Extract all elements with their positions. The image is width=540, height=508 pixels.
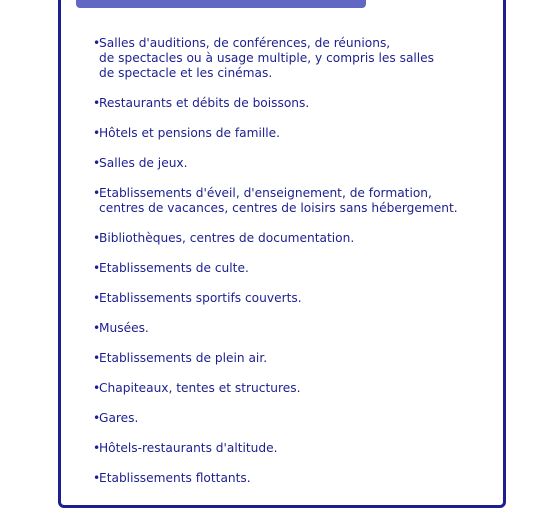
bullet-icon: • — [93, 96, 101, 110]
bullet-icon: • — [93, 231, 101, 245]
list-item — [93, 441, 503, 456]
list-item-text: Musées. — [99, 321, 149, 335]
bullet-icon: • — [93, 186, 101, 200]
bullet-icon: • — [93, 36, 101, 50]
establishment-type-list — [93, 36, 503, 501]
list-item — [93, 96, 503, 111]
bullet-icon: • — [93, 471, 101, 485]
list-item — [93, 156, 503, 171]
list-item — [93, 186, 503, 216]
bullet-icon: • — [93, 351, 101, 365]
list-item-text: Salles d'auditions, de conférences, de réunions, — [99, 36, 391, 50]
list-item-text: centres de vacances, centres de loisirs sans hébergement. — [99, 201, 458, 215]
list-item-text: de spectacle et les cinémas. — [99, 66, 273, 80]
list-item-text: Etablissements d'éveil, d'enseignement, de formation, — [99, 186, 432, 200]
list-item-text: Etablissements de culte. — [99, 261, 249, 275]
list-item — [93, 351, 503, 366]
list-item-text: Etablissements sportifs couverts. — [99, 291, 302, 305]
list-item — [93, 36, 503, 81]
list-item — [93, 291, 503, 306]
bullet-icon: • — [93, 381, 101, 395]
list-item — [93, 126, 503, 141]
list-item-text: Gares. — [99, 411, 139, 425]
cropped-heading — [76, 0, 366, 8]
bullet-icon: • — [93, 261, 101, 275]
list-item-text: Hôtels-restaurants d'altitude. — [99, 441, 278, 455]
list-item-text: Hôtels et pensions de famille. — [99, 126, 281, 140]
list-item-text: Etablissements de plein air. — [99, 351, 268, 365]
list-item-text: Salles de jeux. — [99, 156, 188, 170]
list-item — [93, 261, 503, 276]
bullet-icon: • — [93, 156, 101, 170]
list-item — [93, 381, 503, 396]
bullet-icon: • — [93, 321, 101, 335]
list-item — [93, 321, 503, 336]
bullet-icon: • — [93, 411, 101, 425]
list-item — [93, 471, 503, 486]
list-item-text: Restaurants et débits de boissons. — [99, 96, 310, 110]
list-item — [93, 231, 503, 246]
list-item-text: Bibliothèques, centres de documentation. — [99, 231, 355, 245]
list-item-text: de spectacles ou à usage multiple, y compris les salles — [99, 51, 435, 65]
bullet-icon: • — [93, 291, 101, 305]
list-item-text: Chapiteaux, tentes et structures. — [99, 381, 301, 395]
bullet-icon: • — [93, 126, 101, 140]
list-item — [93, 411, 503, 426]
list-item-text: Etablissements flottants. — [99, 471, 251, 485]
bullet-icon: • — [93, 441, 101, 455]
